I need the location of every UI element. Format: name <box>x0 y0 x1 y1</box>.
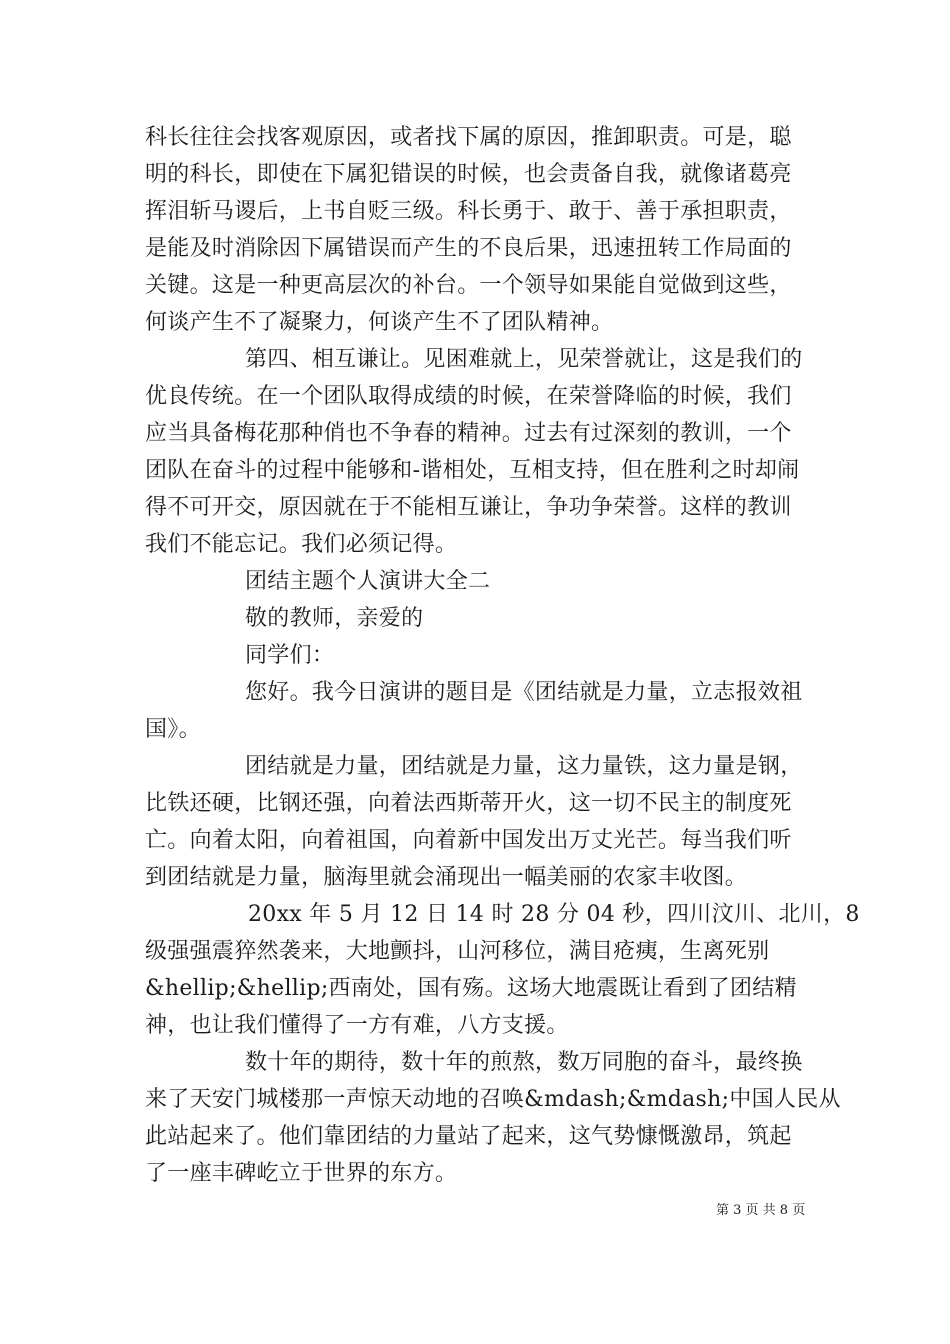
page-number-label: 第 3 页 共 8 页 <box>716 1203 806 1218</box>
text-line: 关键。这是一种更高层次的补台。一个领导如果能自觉做到这些， <box>145 273 792 298</box>
text-line: 到团结就是力量，脑海里就会涌现出一幅美丽的农家丰收图。 <box>145 865 748 890</box>
text-line: 优良传统。在一个团队取得成绩的时候，在荣誉降临的时候，我们 <box>145 384 792 409</box>
text-line: &hellip;&hellip;西南处，国有殇。这场大地震既让看到了团结精 <box>145 976 797 1001</box>
text-line: 科长往往会找客观原因，或者找下属的原因，推卸职责。可是，聪 <box>145 125 792 150</box>
paragraph-start-line: 数十年的期待，数十年的煎熬，数万同胞的奋斗，最终换 <box>245 1050 803 1075</box>
text-line: 何谈产生不了凝聚力，何谈产生不了团队精神。 <box>145 310 614 335</box>
text-line: 来了天安门城楼那一声惊天动地的召唤&mdash;&mdash;中国人民从 <box>145 1087 841 1112</box>
text-line: 了一座丰碑屹立于世界的东方。 <box>145 1161 458 1186</box>
text-line: 亡。向着太阳，向着祖国，向着新中国发出万丈光芒。每当我们听 <box>145 828 792 853</box>
salutation-line: 敬的教师，亲爱的 <box>245 606 424 631</box>
text-line: 是能及时消除因下属错误而产生的不良后果，迅速扭转工作局面的 <box>145 236 792 261</box>
text-line: 我们不能忘记。我们必须记得。 <box>145 532 458 557</box>
paragraph-start-line: 您好。我今日演讲的题目是《团结就是力量，立志报效祖 <box>245 680 803 705</box>
paragraph-start-line: 20xx 年 5 月 12 日 14 时 28 分 04 秒，四川汶川、北川，8 <box>248 902 860 927</box>
text-line: 比铁还硬，比钢还强，向着法西斯蒂开火，这一切不民主的制度死 <box>145 791 792 816</box>
paragraph-start-line: 第四、相互谦让。见困难就上，见荣誉就让，这是我们的 <box>245 347 803 372</box>
text-line: 级强强震猝然袭来，大地颤抖，山河移位，满目疮痍，生离死别 <box>145 939 770 964</box>
section-heading: 团结主题个人演讲大全二 <box>245 569 491 594</box>
text-line: 团队在奋斗的过程中能够和-谐相处，互相支持，但在胜利之时却闹 <box>145 458 800 483</box>
text-line: 得不可开交，原因就在于不能相互谦让，争功争荣誉。这样的教训 <box>145 495 792 520</box>
text-line: 挥泪斩马谡后，上书自贬三级。科长勇于、敢于、善于承担职责， <box>145 199 792 224</box>
text-line: 应当具备梅花那种俏也不争春的精神。过去有过深刻的教训，一个 <box>145 421 792 446</box>
text-line: 国》。 <box>145 717 201 742</box>
text-line: 明的科长，即使在下属犯错误的时候，也会责备自我，就像诸葛亮 <box>145 162 792 187</box>
salutation-line: 同学们： <box>245 643 335 668</box>
text-line: 此站起来了。他们靠团结的力量站了起来，这气势慷慨激昂，筑起 <box>145 1124 792 1149</box>
text-line: 神，也让我们懂得了一方有难，八方支援。 <box>145 1013 569 1038</box>
page-footer <box>716 1202 805 1220</box>
paragraph-start-line: 团结就是力量，团结就是力量，这力量铁，这力量是钢， <box>245 754 803 779</box>
